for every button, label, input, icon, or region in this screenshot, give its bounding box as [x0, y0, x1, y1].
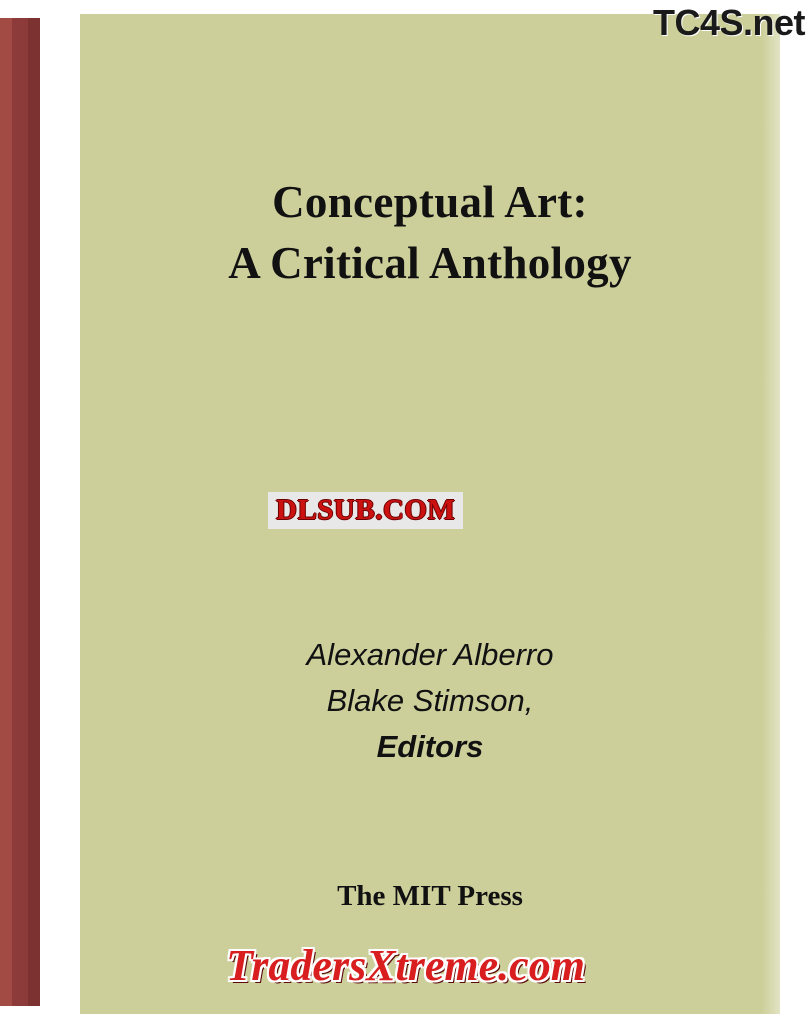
book-spine-shadow	[28, 0, 40, 1024]
book-publisher: The MIT Press	[337, 880, 523, 912]
author-name-1: Alexander Alberro	[306, 637, 554, 672]
editors-label: Editors	[376, 729, 484, 764]
watermark-bottom: TradersXtreme.com	[226, 941, 585, 990]
watermark-top-right: TC4S.net	[652, 2, 805, 43]
book-authors	[80, 632, 780, 770]
watermark-center: DLSUB.COM	[268, 492, 463, 529]
book-title-line-2: A Critical Anthology	[228, 238, 632, 288]
book-page-edge	[40, 0, 80, 1024]
spine-corner-top	[0, 0, 40, 18]
cover-right-fade	[762, 14, 780, 1014]
author-name-2: Blake Stimson,	[326, 683, 534, 718]
book-title	[80, 172, 780, 294]
book-spine-highlight	[0, 0, 12, 1024]
book-title-line-1: Conceptual Art:	[272, 177, 588, 227]
cover-outer-margin-right	[780, 0, 811, 1024]
spine-corner-bottom	[0, 1006, 40, 1024]
